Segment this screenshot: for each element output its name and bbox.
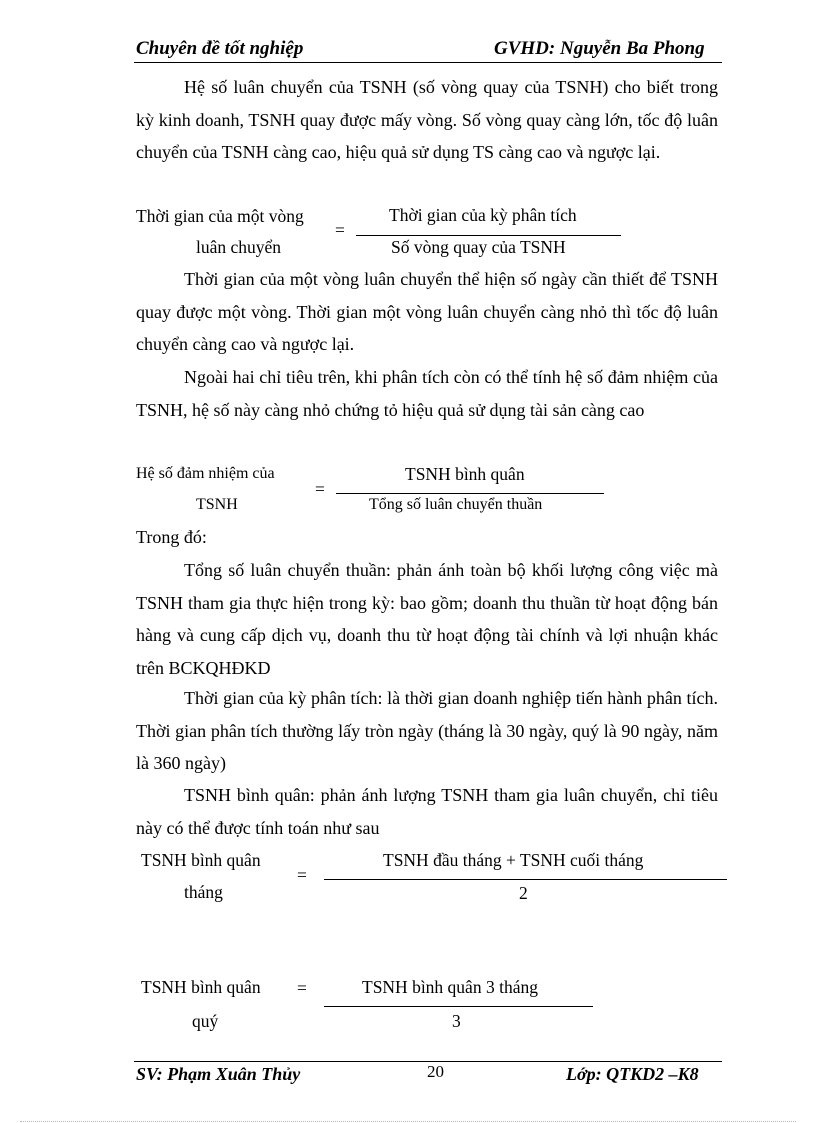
paragraph-1: Hệ số luân chuyển của TSNH (số vòng quay của TSNH) cho biết trong kỳ kinh doanh, TSNH quay được mấy vòng. Số vòng quay càng lớn, tốc độ luân chuyển của TSNH càng cao, hiệu quả sử dụng TS càng cao và ngược lại. [136,77,718,162]
formula-4-numerator: TSNH bình quân 3 tháng [362,977,538,997]
formula-2-lhs-line1: Hệ số đảm nhiệm của [136,465,275,482]
page-bottom-edge [20,1121,796,1122]
formula-1-equals: = [335,220,345,240]
paragraph-5: Thời gian của kỳ phân tích: là thời gian doanh nghiệp tiến hành phân tích. Thời gian phân tích thường lấy tròn ngày (tháng là 30 ngày, quý là 90 ngày, năm là 360 ngày) [136,688,718,773]
formula-2-numerator: TSNH bình quân [405,464,525,484]
formula-4-lhs-line1: TSNH bình quân [141,977,261,997]
formula-1-fraction-bar [356,235,621,236]
trong-do-label: Trong đó: [136,527,207,547]
formula-3-lhs-line2: tháng [184,882,223,902]
formula-2-denominator: Tổng số luân chuyển thuần [369,496,543,513]
formula-2-equals: = [315,479,325,499]
formula-4-denominator: 3 [452,1011,461,1031]
formula-3-equals: = [297,865,307,885]
formula-4-lhs-line2: quý [192,1011,219,1031]
header-left: Chuyên đề tốt nghiệp [136,38,304,59]
formula-3-numerator: TSNH đầu tháng + TSNH cuối tháng [383,850,644,870]
formula-1-numerator: Thời gian của kỳ phân tích [389,205,577,225]
paragraph-3: Ngoài hai chỉ tiêu trên, khi phân tích còn có thể tính hệ số đảm nhiệm của TSNH, hệ số này càng nhỏ chứng tỏ hiệu quả sử dụng tài sản càng cao [136,367,718,420]
footer-right: Lớp: QTKD2 –K8 [566,1064,699,1084]
formula-2-fraction-bar [336,493,604,494]
formula-1-lhs-line1: Thời gian của một vòng [136,206,304,226]
formula-1-lhs-line2: luân chuyển [196,237,282,257]
formula-4-fraction-bar [324,1006,593,1007]
formula-3-fraction-bar [324,879,727,880]
header-rule [134,62,722,63]
formula-3-lhs-line1: TSNH bình quân [141,850,261,870]
formula-2-lhs-line2: TSNH [196,496,238,513]
paragraph-4: Tổng số luân chuyển thuần: phản ánh toàn bộ khối lượng công việc mà TSNH tham gia thực hiện trong kỳ: bao gồm; doanh thu thuần từ hoạt động bán hàng và cung cấp dịch vụ, doanh thu từ hoạt động tài chính và lợi nhuận khác trên BCKQHĐKD [136,560,718,678]
paragraph-2: Thời gian của một vòng luân chuyển thể hiện số ngày cần thiết để TSNH quay được một vòng. Thời gian một vòng luân chuyển càng nhỏ thì tốc độ luân chuyển càng cao và ngược lại. [136,269,718,354]
formula-3-denominator: 2 [519,883,528,903]
formula-1-denominator: Số vòng quay của TSNH [391,237,566,257]
header-right: GVHD: Nguyễn Ba Phong [494,38,705,59]
footer-left: SV: Phạm Xuân Thủy [136,1064,301,1084]
page-number: 20 [427,1062,444,1081]
paragraph-6: TSNH bình quân: phản ánh lượng TSNH tham gia luân chuyển, chỉ tiêu này có thể được tính toán như sau [136,785,718,838]
formula-4-equals: = [297,978,307,998]
